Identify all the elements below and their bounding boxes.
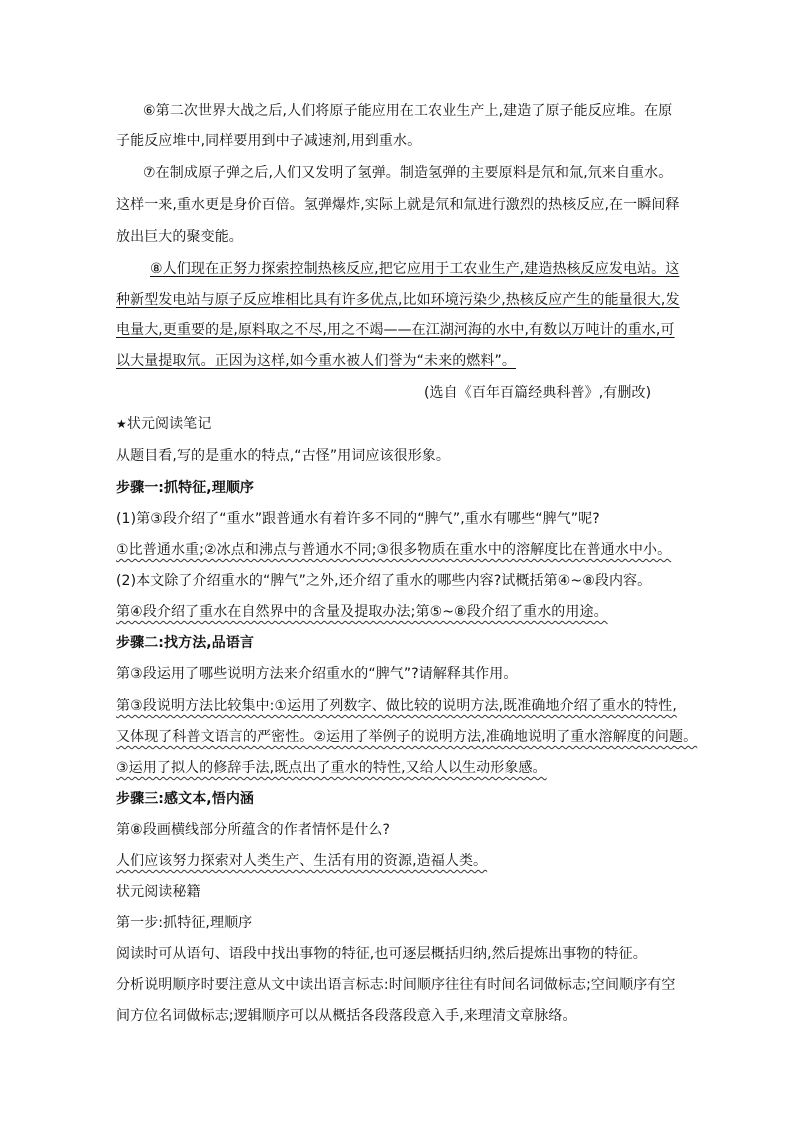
paragraph-8-line-2: 种新型发电站与原子反应堆相比具有许多优点,比如环境污染少,热核反应产生的能量很大,发: [116, 292, 680, 308]
paragraph-8-line-1: ⑧人们现在正努力探索控制热核反应,把它应用于工农业生产,建造热核反应发电站。这: [150, 261, 680, 277]
paragraph-7-line-3: 放出巨大的聚变能。: [116, 229, 243, 245]
notes-title: [116, 414, 211, 434]
step2-answer-line-2: 又体现了科普文语言的严密性。②运用了举例子的说明方法,准确地说明了重水溶解度的问题。: [116, 729, 698, 745]
step1-question-1: (1)第③段介绍了“重水”跟普通水有着许多不同的“脾气”,重水有哪些“脾气”呢?: [116, 511, 600, 527]
step1-heading: 步骤一:抓特征,理顺序: [116, 480, 255, 496]
secrets-paragraph-1: 阅读时可从语句、语段中找出事物的特征,也可逐层概括归纳,然后提炼出事物的特征。: [116, 946, 647, 962]
step1-question-2: (2)本文除了介绍重水的“脾气”之外,还介绍了重水的哪些内容?试概括第④~⑧段内容。: [116, 573, 652, 589]
step3-answer: 人们应该努力探索对人类生产、生活有用的资源,造福人类。: [116, 853, 488, 869]
secrets-paragraph-2-line-2: 间方位名词做标志;逻辑顺序可以从概括各段落段意入手,来理清文章脉络。: [116, 1008, 577, 1024]
notes-title-text: 状元阅读笔记: [126, 416, 212, 432]
source-citation: (选自《百年百篇经典科普》,有删改): [424, 385, 652, 401]
step2-heading: 步骤二:找方法,品语言: [116, 635, 255, 651]
step2-answer-line-3: ③运用了拟人的修辞手法,既点出了重水的特性,又给人以生动形象感。: [116, 760, 547, 776]
step3-heading: 步骤三:感文本,悟内涵: [116, 791, 255, 807]
secrets-paragraph-2-line-1: 分析说明顺序时要注意从文中读出语言标志:时间顺序往往有时间名词做标志;空间顺序有空: [116, 977, 676, 993]
step1-answer-2: 第④段介绍了重水在自然界中的含量及提取办法;第⑤~⑧段介绍了重水的用途。: [116, 604, 608, 620]
secrets-title: 状元阅读秘籍: [116, 884, 201, 900]
step1-answer-1: ①比普通水重;②冰点和沸点与普通水不同;③很多物质在重水中的溶解度比在普通水中小。: [116, 542, 672, 558]
paragraph-6-line-1: ⑥第二次世界大战之后,人们将原子能应用在工农业生产上,建造了原子能反应堆。在原: [143, 103, 673, 119]
paragraph-6-line-2: 子能反应堆中,同样要用到中子减速剂,用到重水。: [116, 133, 422, 149]
paragraph-8-line-4: 以大量提取氘。正因为这样,如今重水被人们誉为“未来的燃料”。: [116, 353, 516, 369]
secrets-step1: 第一步:抓特征,理顺序: [116, 915, 253, 931]
star-icon: ★: [116, 417, 127, 431]
paragraph-7-line-2: 这样一来,重水更是身价百倍。氢弹爆炸,实际上就是氘和氚进行激烈的热核反应,在一瞬间释: [116, 197, 680, 213]
paragraph-7-line-1: ⑦在制成原子弹之后,人们又发明了氢弹。制造氢弹的主要原料是氘和氚,氘来自重水。: [143, 165, 673, 181]
step3-question: 第⑧段画横线部分所蕴含的作者情怀是什么?: [116, 822, 390, 838]
paragraph-8-line-3: 电量大,更重要的是,原料取之不尽,用之不竭——在江湖河海的水中,有数以万吨计的重水,可: [116, 322, 675, 338]
step2-answer-line-1: 第③段说明方法比较集中:①运用了列数字、做比较的说明方法,既准确地介绍了重水的特性,: [116, 698, 677, 714]
step2-question: 第③段运用了哪些说明方法来介绍重水的“脾气”?请解释其作用。: [116, 666, 518, 682]
notes-intro: 从题目看,写的是重水的特点,“古怪”用词应该很形象。: [116, 448, 451, 464]
